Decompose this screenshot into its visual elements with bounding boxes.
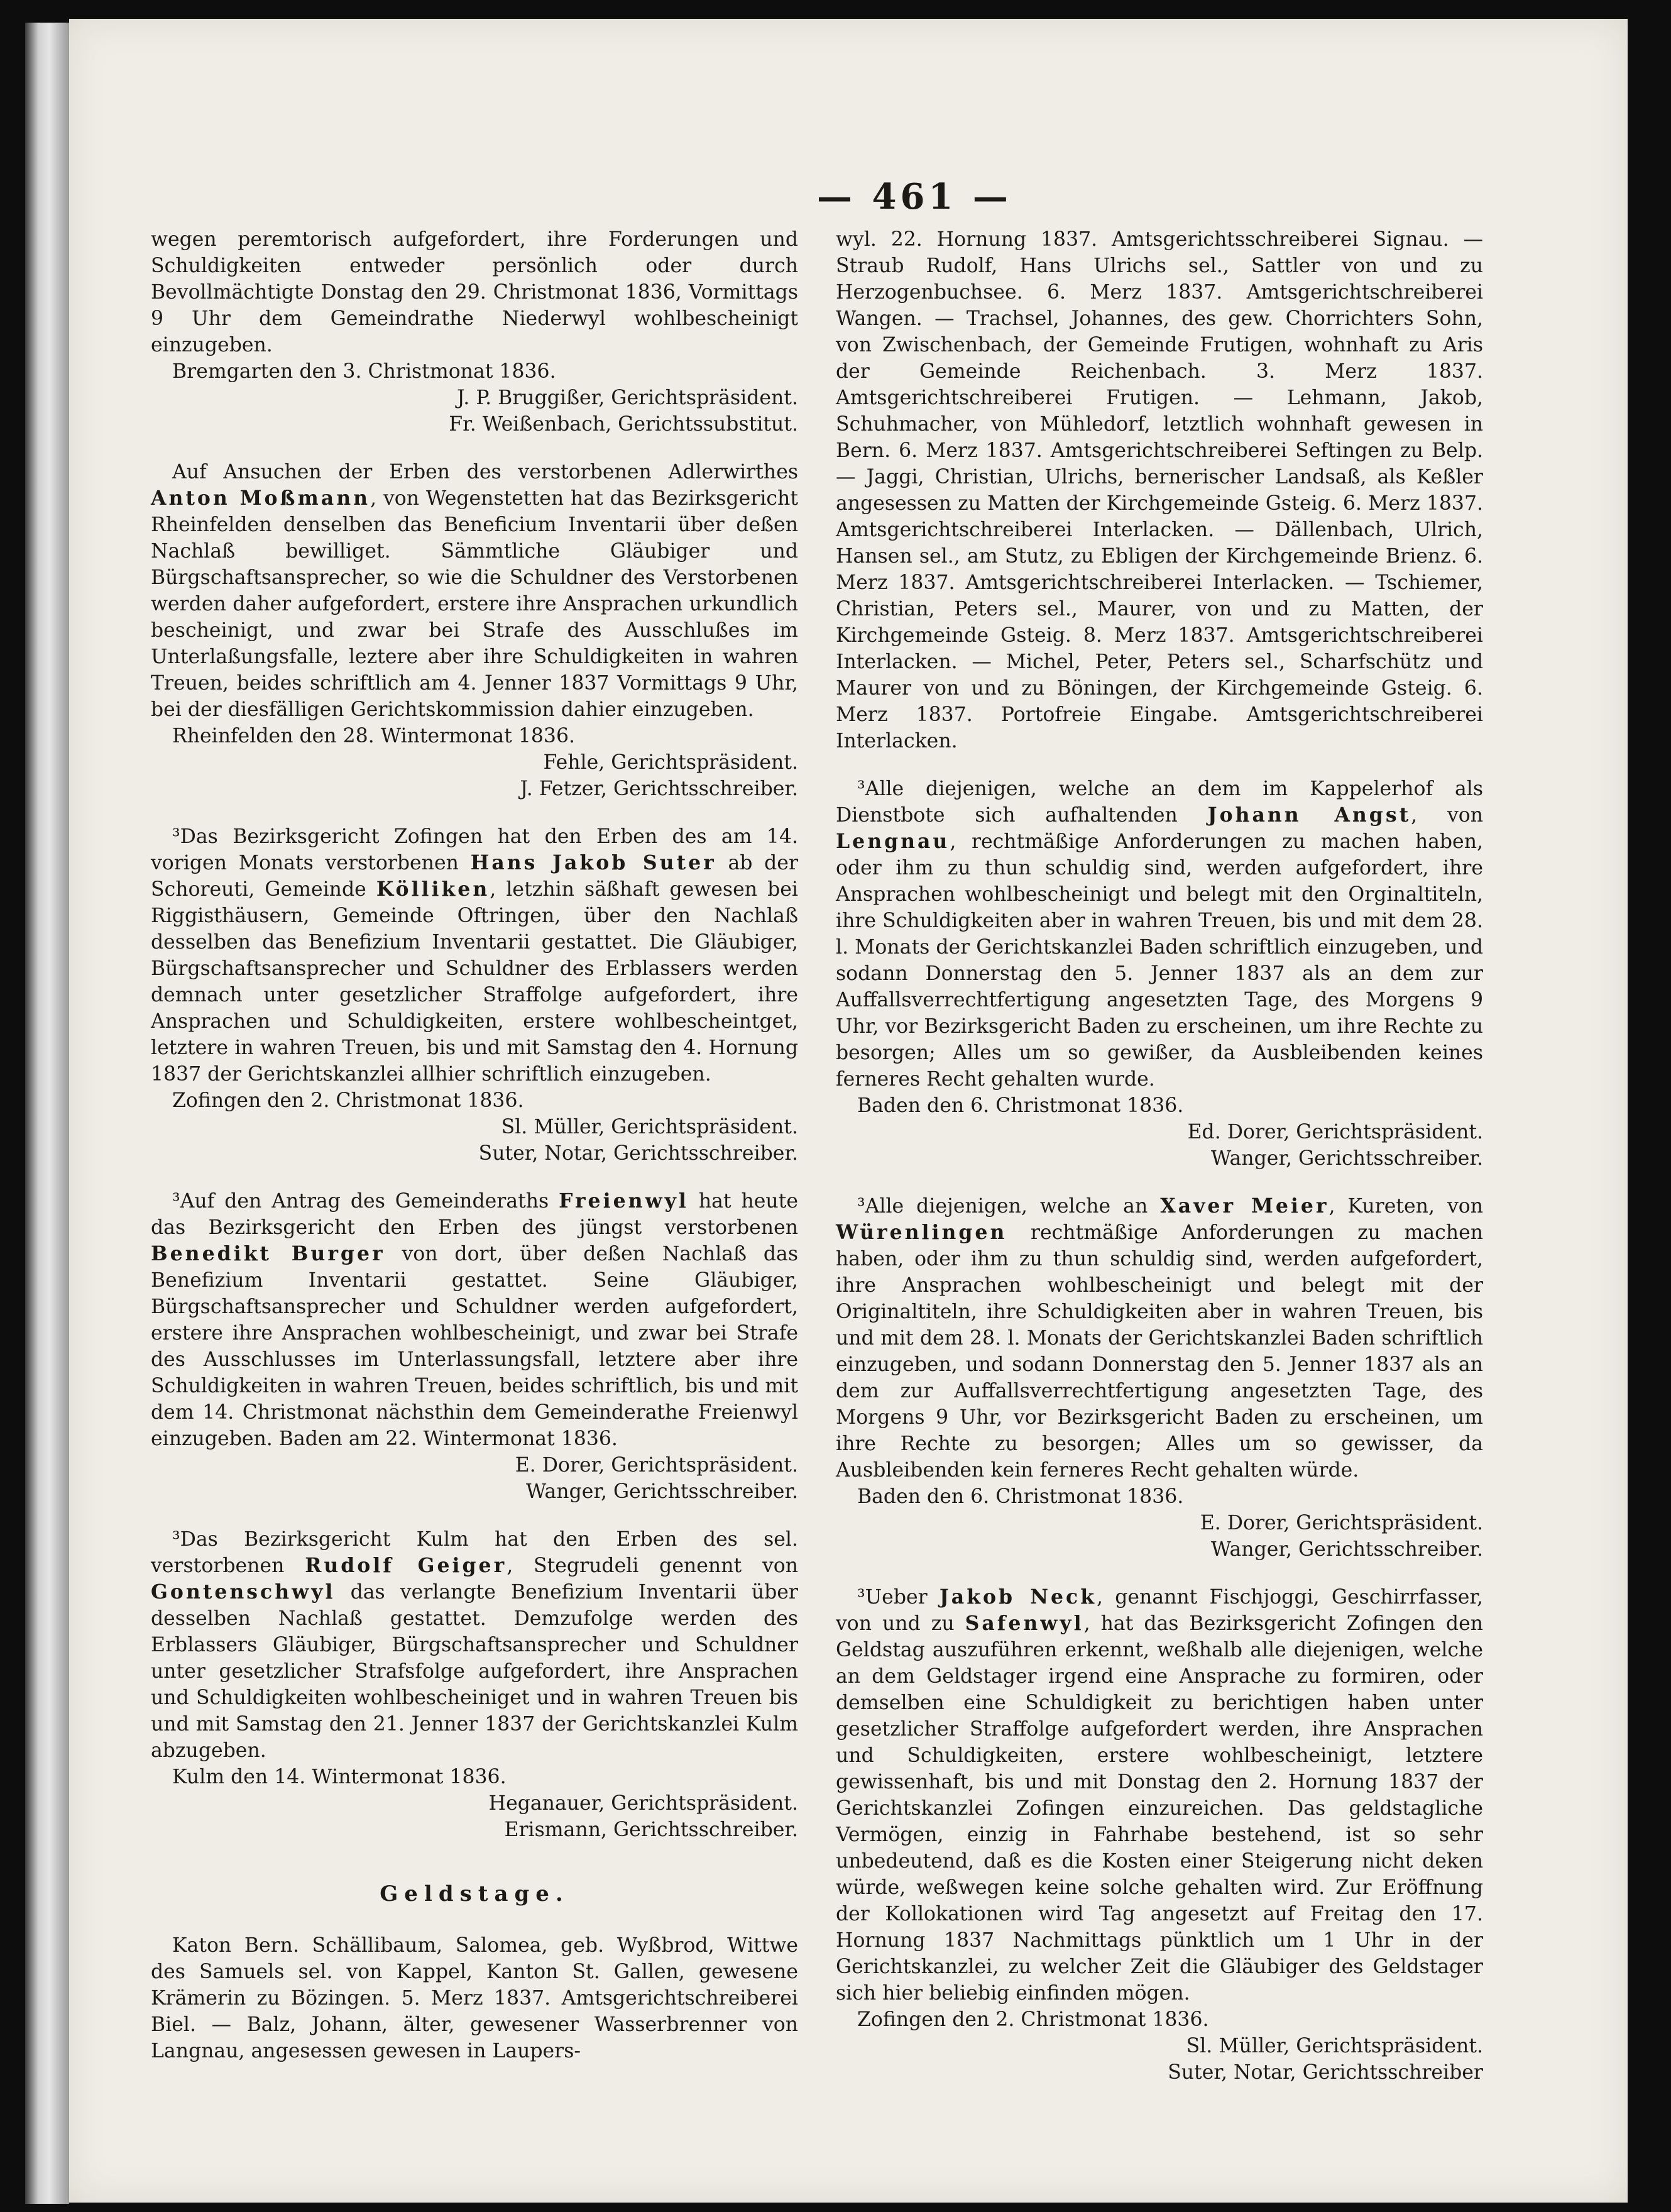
notice-bremgarten: [151, 226, 798, 437]
person-name: Xaver Meier: [1160, 1194, 1329, 1218]
text-fragment: , letzhin säßhaft gewesen bei Riggisthäusern, Gemeinde Oftringen, über den Nachlaß desselben das Benefizium Inventarii gestattet. Die Gläubiger, Bürgschaftsansprecher und Schuldner des Erblassers werden demnach unter gesetzlicher Straffolge aufgefordert, ihre Ansprachen und Schuldigkeiten, erstere wohlbescheintget, letztere in wahren Treuen, bis und mit Samstag den 4. Hornung 1837 der Gerichtskanzlei allhier schriftlich einzugeben.: [151, 878, 798, 1086]
notice-text: [151, 1188, 798, 1452]
notice-text: [836, 776, 1483, 1092]
signature: Fr. Weißenbach, Gerichtssubstitut.: [449, 413, 798, 436]
text-fragment: , von: [1411, 804, 1483, 827]
text-fragment: rechtmäßige Anforderungen zu machen haben, oder ihm zu thun schuldig sind, werden aufgefordert, ihre Ansprachen wohlbescheinigt und belegt mit der Originaltiteln, ihre Schuldigkeiten aber in wahren Treuen, bis und mit dem 28. l. Monats der Gerichtskanzlei Baden schriftlich einzugeben, und sodann Donnerstag den 5. Jenner 1837 als an dem zur Auffallsverrechtfertigung angesetzten Tage, des Morgens 9 Uhr, vor Bezirksgericht Baden zu erscheinen, um ihre Rechte zu besorgen; Alles um so gewisser, da Ausbleibenden kein ferneres Recht gehalten würde.: [836, 1221, 1484, 1482]
notice-date: Baden den 6. Christmonat 1836.: [857, 1485, 1184, 1508]
text-fragment: , genannt Fischjoggi, Geschirrfasser, von und zu: [836, 1586, 1483, 1635]
notice-date: Zofingen den 2. Christmonat 1836.: [172, 1089, 524, 1112]
text-fragment: ³Das Bezirksgericht Kulm hat den Erben des sel. verstorbenen: [151, 1528, 798, 1577]
notice-text: [836, 1584, 1483, 2006]
signature: Ed. Dorer, Gerichtspräsident.: [1187, 1121, 1483, 1143]
right-column: [836, 226, 1483, 2107]
notice-geldstage-bern: [151, 1932, 798, 2064]
text-fragment: , rechtmäßige Anforderungen zu machen haben, oder ihm zu thun schuldig sind, werden aufgefordert, ihre Ansprachen wohlbescheinigt und belegt mit den Orginaltiteln, ihre Schuldigkeiten aber in wahren Treuen, bis und mit dem 28. l. Monats der Gerichtskanzlei Baden schriftlich einzugeben, und sodann Donnerstag den 5. Jenner 1837 als an dem zur Auffallsverrechtfertigung angesetzten Tage, des Morgens 9 Uhr, vor Bezirksgericht Baden zu erscheinen, um ihre Rechte zu besorgen; Alles um so gewißer, da Ausbleibenden keines ferneres Recht gehalten wurde.: [836, 830, 1484, 1091]
signature: E. Dorer, Gerichtspräsident.: [515, 1454, 798, 1477]
signature: E. Dorer, Gerichtspräsident.: [1200, 1512, 1483, 1534]
place-name: Gontenschwyl: [151, 1580, 336, 1604]
signature: J. P. Bruggißer, Gerichtspräsident.: [457, 387, 798, 409]
notice-kulm: [151, 1526, 798, 1843]
notice-text: wyl. 22. Hornung 1837. Amtsgerichtsschreiberei Signau. — Straub Rudolf, Hans Ulrichs sel., Sattler von und zu Herzogenbuchsee. 6. Merz 1837. Amtsgerichtschreiberei Wangen. — Trachsel, Johannes, des gew. Chorrichters Sohn, von Zwischenbach, der Gemeinde Frutigen, wohnhaft zu Aris der Gemeinde Reichenbach. 3. Merz 1837. Amtsgerichtschreiberei Frutigen. — Lehmann, Jakob, Schuhmacher, von Mühledorf, letztlich wohnhaft gewesen in Bern. 6. Merz 1837. Amtsgerichtschreiberei Seftingen zu Belp. — Jaggi, Christian, Ulrichs, bernerischer Landsaß, als Keßler angesessen zu Matten der Kirchgemeinde Gsteig. 6. Merz 1837. Amtsgerichtschreiberei Interlacken. — Dällenbach, Ulrich, Hansen sel., am Stutz, zu Ebligen der Kirchgemeinde Brienz. 6. Merz 1837. Amtsgerichtschreiberei Interlacken. — Tschiemer, Christian, Peters sel., Maurer, von und zu Matten, der Kirchgemeinde Gsteig. 8. Merz 1837. Amtsgerichtschreiberei Interlacken. — Michel, Peter, Peters sel., Scharfschütz und Maurer von und zu Böningen, der Kirchgemeinde Gsteig. 6. Merz 1837. Portofreie Eingabe. Amtsgerichtschreiberei Interlacken.: [836, 228, 1483, 752]
signature: Wanger, Gerichtsschreiber.: [1210, 1147, 1483, 1170]
notice-text: [836, 1193, 1483, 1483]
text-fragment: ³Alle diejenigen, welche an: [857, 1195, 1148, 1218]
notice-date: Kulm den 14. Wintermonat 1836.: [172, 1766, 507, 1788]
notice-date: Bremgarten den 3. Christmonat 1836.: [172, 360, 556, 383]
newspaper-page: [69, 19, 1628, 2203]
text-fragment: , von Wegenstetten hat das Bezirksgericht Rheinfelden denselben das Beneficium Inventarii über deßen Nachlaß bewilliget. Sämmtliche Gläubiger und Bürgschaftsansprecher, so wie die Schuldner des Verstorbenen werden daher aufgefordert, erstere ihre Ansprachen urkundlich bescheinigt, und zwar bei Strafe des Ausschlußes im Unterlaßungsfalle, leztere aber ihre Schuldigkeiten in wahren Treuen, beides schriftlich am 4. Jenner 1837 Vormittags 9 Uhr, bei der diesfälligen Gerichtskommission dahier einzugeben.: [151, 487, 798, 721]
notice-zofingen: [151, 823, 798, 1167]
notice-text: wegen peremtorisch aufgefordert, ihre Forderungen und Schuldigkeiten entweder persönlich oder durch Bevollmächtigte Donstag den 29. Christmonat 1836, Vormittags 9 Uhr dem Gemeindrathe Niederwyl wohlbescheinigt einzugeben.: [151, 228, 798, 356]
notice-text: [151, 1526, 798, 1764]
signature: Heganauer, Gerichtspräsident.: [488, 1792, 798, 1815]
signature: J. Fetzer, Gerichtsschreiber.: [520, 778, 798, 800]
person-name: Benedikt Burger: [151, 1242, 385, 1265]
person-name: Jakob Neck: [939, 1585, 1097, 1609]
notice-text: Katon Bern. Schällibaum, Salomea, geb. Wyßbrod, Wittwe des Samuels sel. von Kappel, Kanton St. Gallen, gewesene Krämerin zu Bözingen. 5. Merz 1837. Amtsgerichtschreiberei Biel. — Balz, Johann, älter, gewesener Wasserbrenner von Langnau, angesessen gewesen in Laupers-: [151, 1934, 798, 2062]
signature: Wanger, Gerichtsschreiber.: [1210, 1538, 1483, 1561]
place-name: Freienwyl: [559, 1189, 689, 1213]
section-heading-geldstage: Geldstage.: [380, 1881, 569, 1907]
signature: Sl. Müller, Gerichtspräsident.: [501, 1116, 798, 1138]
notice-text: [151, 823, 798, 1087]
notice-rheinfelden: [151, 459, 798, 802]
text-fragment: , Kureten, von: [1329, 1195, 1484, 1218]
signature: Suter, Notar, Gerichtsschreiber.: [478, 1142, 798, 1165]
person-name: Anton Moßmann: [151, 487, 371, 510]
place-name: Würenlingen: [836, 1221, 1007, 1244]
person-name: Rudolf Geiger: [305, 1554, 507, 1577]
text-fragment: ³Das Bezirksgericht Zofingen hat den Erben des am 14. vorigen Monats verstorbenen: [151, 825, 798, 874]
text-fragment: ³Alle diejenigen, welche an dem im Kappelerhof als Dienstbote sich aufhaltenden: [836, 778, 1483, 827]
signature: Wanger, Gerichtsschreiber.: [525, 1480, 798, 1503]
place-name: Safenwyl: [965, 1612, 1084, 1635]
notice-text: [151, 459, 798, 723]
signature: Erismann, Gerichtsschreiber.: [504, 1819, 798, 1841]
text-fragment: ab der Schoreuti, Gemeinde: [151, 852, 799, 901]
page-edge-left: [25, 23, 69, 2204]
signature: Suter, Notar, Gerichtsschreiber: [1168, 2061, 1483, 2084]
text-fragment: von dort, über deßen Nachlaß das Benefizium Inventarii gestattet. Seine Gläubiger, Bürgschaftsansprecher und Schuldner werden aufgefordert, erstere ihre Ansprachen wohlbescheinigt, und zwar bei Strafe des Ausschlusses im Unterlassungsfall, letztere aber ihre Schuldigkeiten in wahren Treuen, beides schriftlich, bis und mit dem 14. Christmonat nächsthin dem Gemeinderathe Freienwyl einzugeben. Baden am 22. Wintermonat 1836.: [151, 1243, 799, 1450]
text-fragment: Auf Ansuchen der Erben des verstorbenen Adlerwirthes: [172, 461, 798, 483]
signature: Fehle, Gerichtspräsident.: [543, 751, 798, 774]
notice-date: Rheinfelden den 28. Wintermonat 1836.: [172, 725, 575, 747]
signature: Sl. Müller, Gerichtspräsident.: [1186, 2035, 1483, 2057]
notice-zofingen-neck: [836, 1584, 1483, 2086]
notice-freienwyl: [151, 1188, 798, 1505]
text-fragment: hat heute das Bezirksgericht den Erben des jüngst verstorbenen: [151, 1190, 799, 1239]
place-name: Kölliken: [376, 878, 490, 901]
person-name: Hans Jakob Suter: [470, 851, 716, 874]
notice-baden-meier: [836, 1193, 1483, 1563]
page-number: — 461 —: [817, 176, 1012, 217]
left-column: [151, 226, 798, 2086]
place-name: Lengnau: [836, 830, 950, 853]
text-fragment: , Stegrudeli genennt von: [507, 1554, 799, 1577]
notice-date: Baden den 6. Christmonat 1836.: [857, 1094, 1184, 1117]
notice-baden-angst: [836, 776, 1483, 1172]
notice-date: Zofingen den 2. Christmonat 1836.: [857, 2008, 1209, 2031]
text-fragment: , hat das Bezirksgericht Zofingen den Geldstag auszuführen erkennt, weßhalb alle diejenigen, welche an dem Geldstager irgend eine Ansprache zu formiren, oder demselben eine Schuldigkeit zu berichtigen haben unter gesetzlicher Straffolge aufgefordert werden, ihre Ansprachen und Schuldigkeiten, erstere wohlbescheinigt, letztere gewissenhaft, bis und mit Donstag den 2. Hornung 1837 der Gerichtskanzlei Zofingen einzureichen. Das geldstagliche Vermögen, einzig in Fahrhabe bestehend, ist so sehr unbedeutend, daß es die Kosten einer Steigerung nicht deken würde, weßwegen keine solche gehalten wird. Zur Eröffnung der Kollokationen wird Tag angesetzt auf Freitag den 17. Hornung 1837 Nachmittags pünktlich um 1 Uhr in der Gerichtskanzlei, zu welcher Zeit die Gläubiger des Geldstager sich hier beliebig einfinden mögen.: [836, 1612, 1484, 2005]
notice-geldstage-continued: [836, 226, 1483, 754]
text-fragment: das verlangte Benefizium Inventarii über desselben Nachlaß gestattet. Demzufolge werden des Erblassers Gläubiger, Bürgschaftsansprecher und Schuldner unter gesetzlicher Strafsfolge aufgefordert, ihre Ansprachen und Schuldigkeiten wohlbescheiniget und in wahren Treuen bis und mit Samstag den 21. Jenner 1837 der Gerichtskanzlei Kulm abzugeben.: [151, 1581, 798, 1762]
person-name: Johann Angst: [1207, 803, 1411, 827]
text-fragment: ³Auf den Antrag des Gemeinderaths: [172, 1190, 549, 1213]
text-fragment: ³Ueber: [857, 1586, 928, 1609]
